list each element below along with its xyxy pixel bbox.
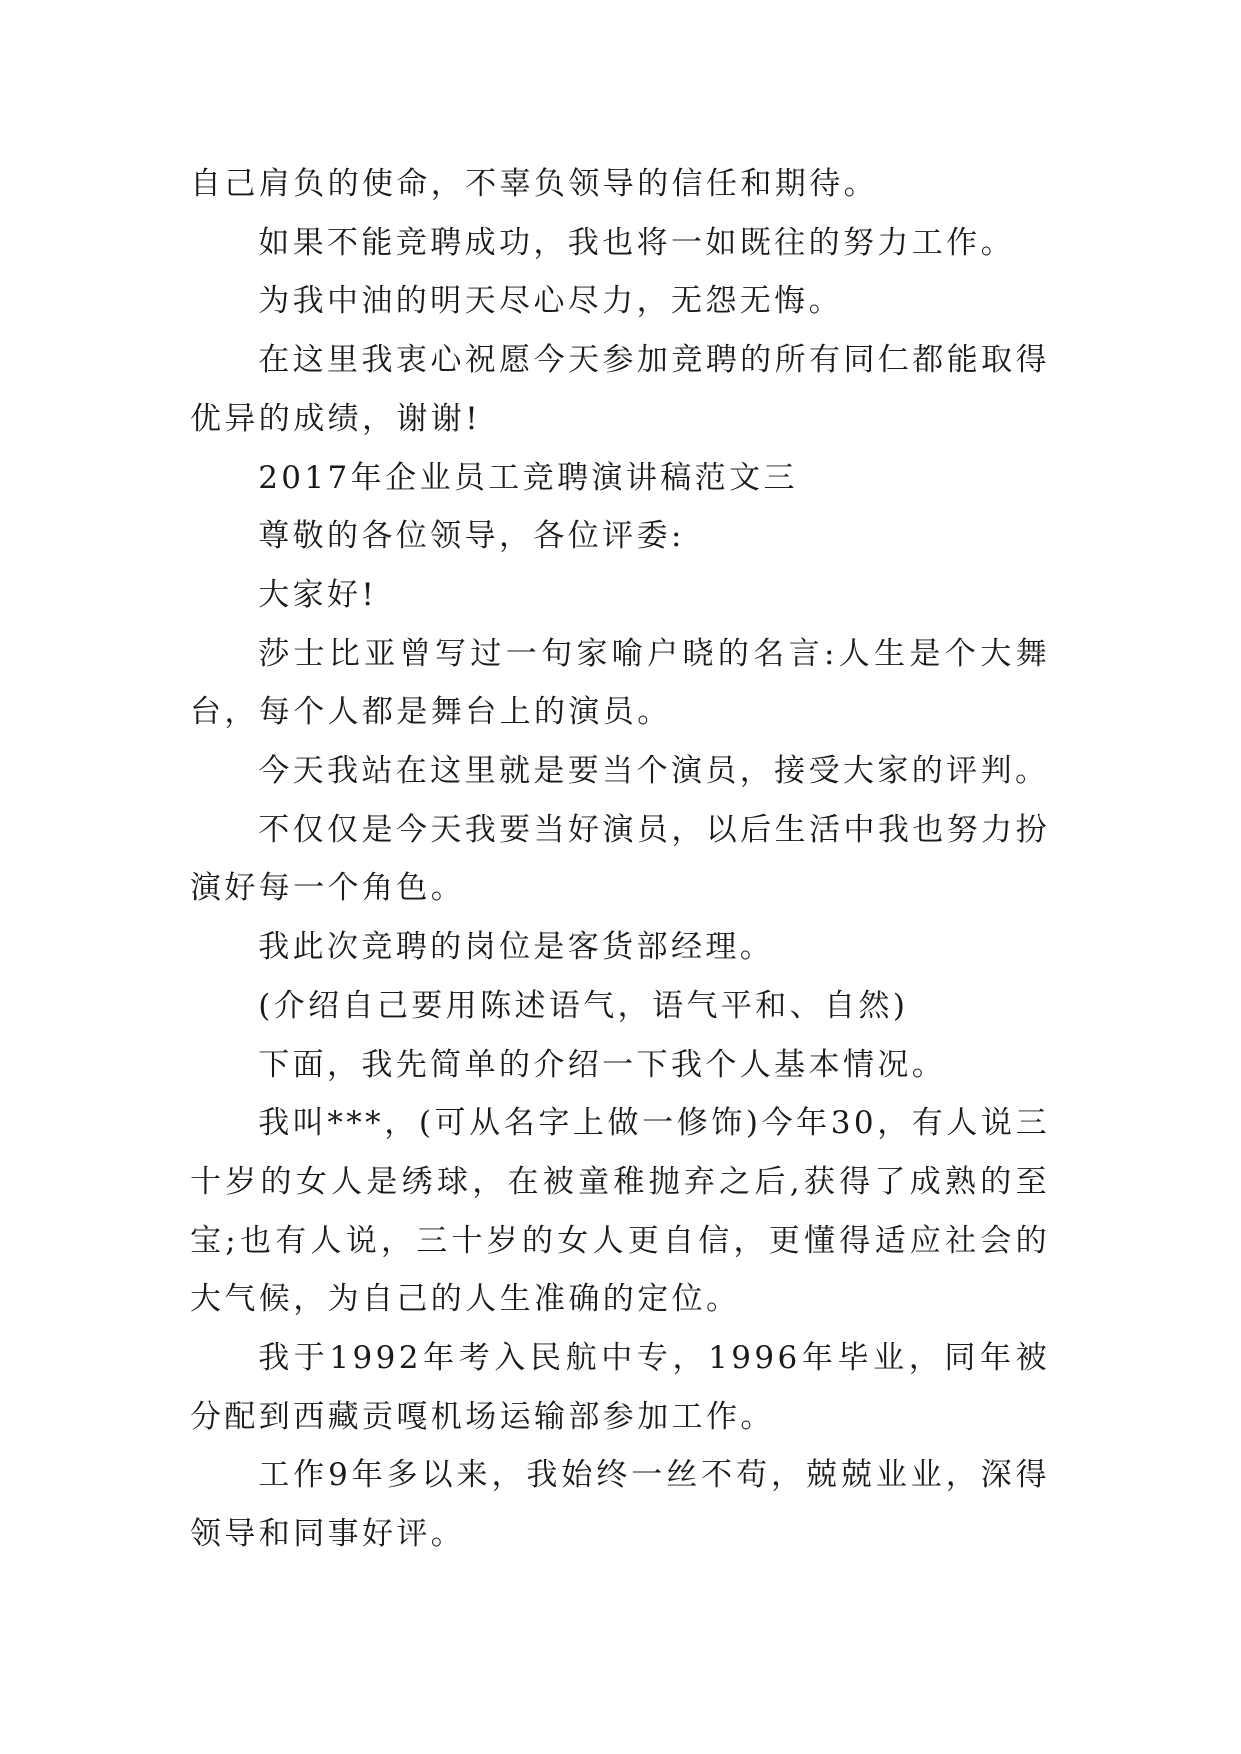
- paragraph: 在这里我衷心祝愿今天参加竞聘的所有同仁都能取得优异的成绩，谢谢!: [190, 342, 1050, 437]
- paragraph: 莎士比亚曾写过一句家喻户晓的名言:人生是个大舞台，每个人都是舞台上的演员。: [190, 635, 1050, 731]
- paragraph: 下面，我先简单的介绍一下我个人基本情况。: [258, 1046, 947, 1083]
- paragraph: 我于1992年考入民航中专，1996年毕业，同年被分配到西藏贡嘎机场运输部参加工作。: [190, 1340, 1050, 1435]
- paragraph: 如果不能竞聘成功，我也将一如既往的努力工作。: [258, 224, 1015, 261]
- greeting: 大家好!: [258, 576, 378, 613]
- paragraph-continuation: 自己肩负的使命，不辜负领导的信任和期待。: [190, 166, 878, 202]
- paragraph-note: (介绍自己要用陈述语气，语气平和、自然): [258, 987, 909, 1024]
- salutation: 尊敬的各位领导，各位评委:: [258, 518, 685, 555]
- paragraph: 为我中油的明天尽心尽力，无怨无悔。: [258, 283, 843, 320]
- paragraph: 我叫***，(可从名字上做一修饰)今年30，有人说三十岁的女人是绣球，在被童稚抛弃之后,获得了成熟的至宝;也有人说，三十岁的女人更自信，更懂得适应社会的大气候，为自己的人生准确的定位。: [190, 1105, 1050, 1318]
- paragraph: 不仅仅是今天我要当好演员，以后生活中我也努力扮演好每一个角色。: [190, 811, 1050, 907]
- section-title: 2017年企业员工竞聘演讲稿范文三: [258, 459, 798, 496]
- paragraph: 我此次竞聘的岗位是客货部经理。: [258, 929, 775, 966]
- document-body: [190, 155, 1050, 1564]
- paragraph: 今天我站在这里就是要当个演员，接受大家的评判。: [258, 753, 1050, 790]
- paragraph: 工作9年多以来，我始终一丝不苟，兢兢业业，深得领导和同事好评。: [190, 1457, 1050, 1553]
